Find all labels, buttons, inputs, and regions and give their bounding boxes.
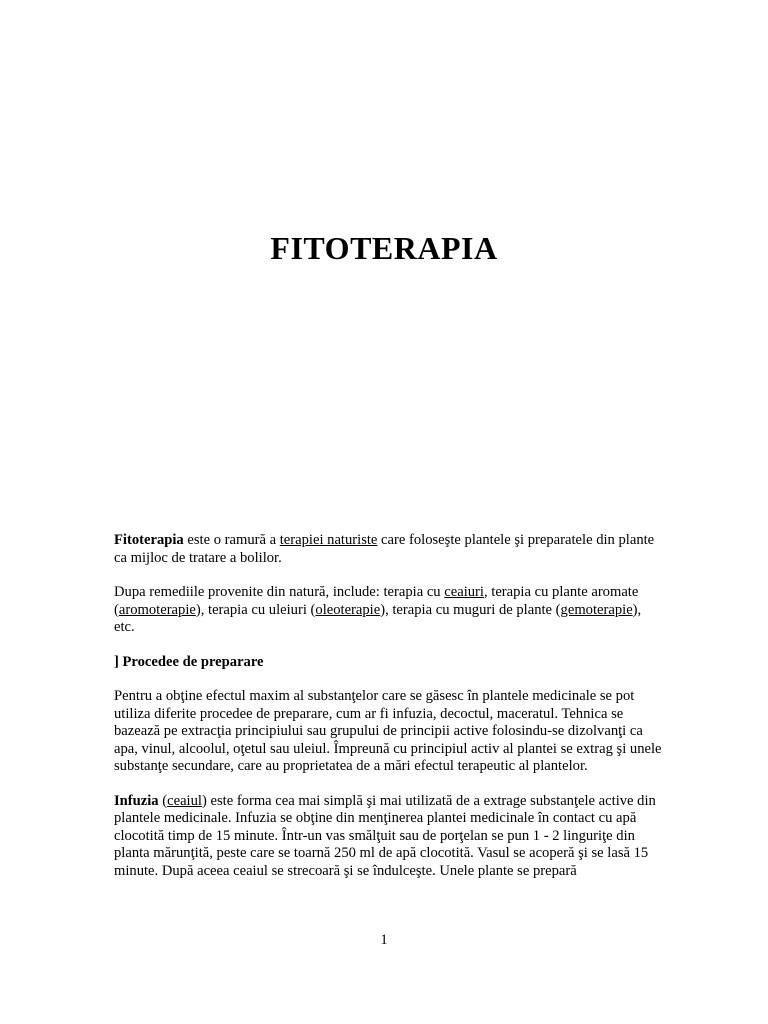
- paragraph-remedies: [114, 584, 662, 637]
- paragraph-text: ) este forma cea mai simplă şi mai utilizată de a extrage substanţele active din plantele medicinale. Infuzia se obţine din menţinerea plantei medicinale în contact cu apă clocotită timp de 15 minute. Într-un vas smălţuit sau de porţelan se pun 1 - 2 linguriţe din planta mărunţită, peste care se toarnă 250 ml de apă clocotită. Vasul se acoperă şi se lasă 15 minute. După aceea ceaiul se strecoară şi se îndulceşte. Unele plante se prepară: [114, 792, 656, 879]
- paragraph-text: ), terapia cu uleiuri (: [195, 601, 316, 618]
- paragraph-text: , terapia cu plante aromate (: [114, 584, 639, 618]
- link-ceaiuri[interactable]: ceaiuri: [444, 584, 484, 600]
- paragraph-text: este o ramură a: [183, 532, 280, 548]
- section-heading: ] Procedee de preparare: [114, 653, 264, 670]
- paragraph-intro: [114, 532, 662, 567]
- link-oleoterapie[interactable]: oleoterapie: [315, 601, 381, 618]
- paragraph-text: (: [158, 792, 168, 809]
- paragraph-text: ), terapia cu muguri de plante (: [380, 601, 561, 618]
- paragraph-text: ), etc.: [114, 601, 642, 635]
- term-fitoterapia: Fitoterapia: [114, 532, 184, 548]
- paragraph-text: Dupa remediile provenite din natură, include: terapia cu: [114, 584, 445, 600]
- term-infuzia: Infuzia: [114, 792, 159, 809]
- link-terapiei-naturiste[interactable]: terapiei naturiste: [279, 532, 378, 548]
- paragraph-text: care foloseşte plantele şi preparatele din plante ca mijloc de tratare a bolilor.: [114, 532, 655, 566]
- paragraph-infusion: [114, 793, 662, 881]
- link-gemoterapie[interactable]: gemoterapie: [560, 601, 633, 618]
- document-title: FITOTERAPIA: [270, 230, 498, 266]
- link-ceaiul[interactable]: ceaiul: [167, 792, 202, 809]
- link-aromoterapie[interactable]: aromoterapie: [118, 601, 196, 618]
- page-number: 1: [380, 932, 388, 948]
- paragraph-procedures: Pentru a obţine efectul maxim al substanţelor care se găsesc în plantele medicinale se pot utiliza diferite procedee de preparare, cum ar fi infuzia, decoctul, maceratul. Tehnica se bazează pe extracţia principiului sau grupului de principii active folosindu-se dizolvanţi ca apa, vinul, alcoolul, oţetul sau uleiul. Împreună cu principiul activ al plantei se extrag şi unele substanţe secundare, care au proprietatea de a mări efectul terapeutic al plantelor.: [114, 688, 662, 774]
- document-body: [114, 532, 662, 897]
